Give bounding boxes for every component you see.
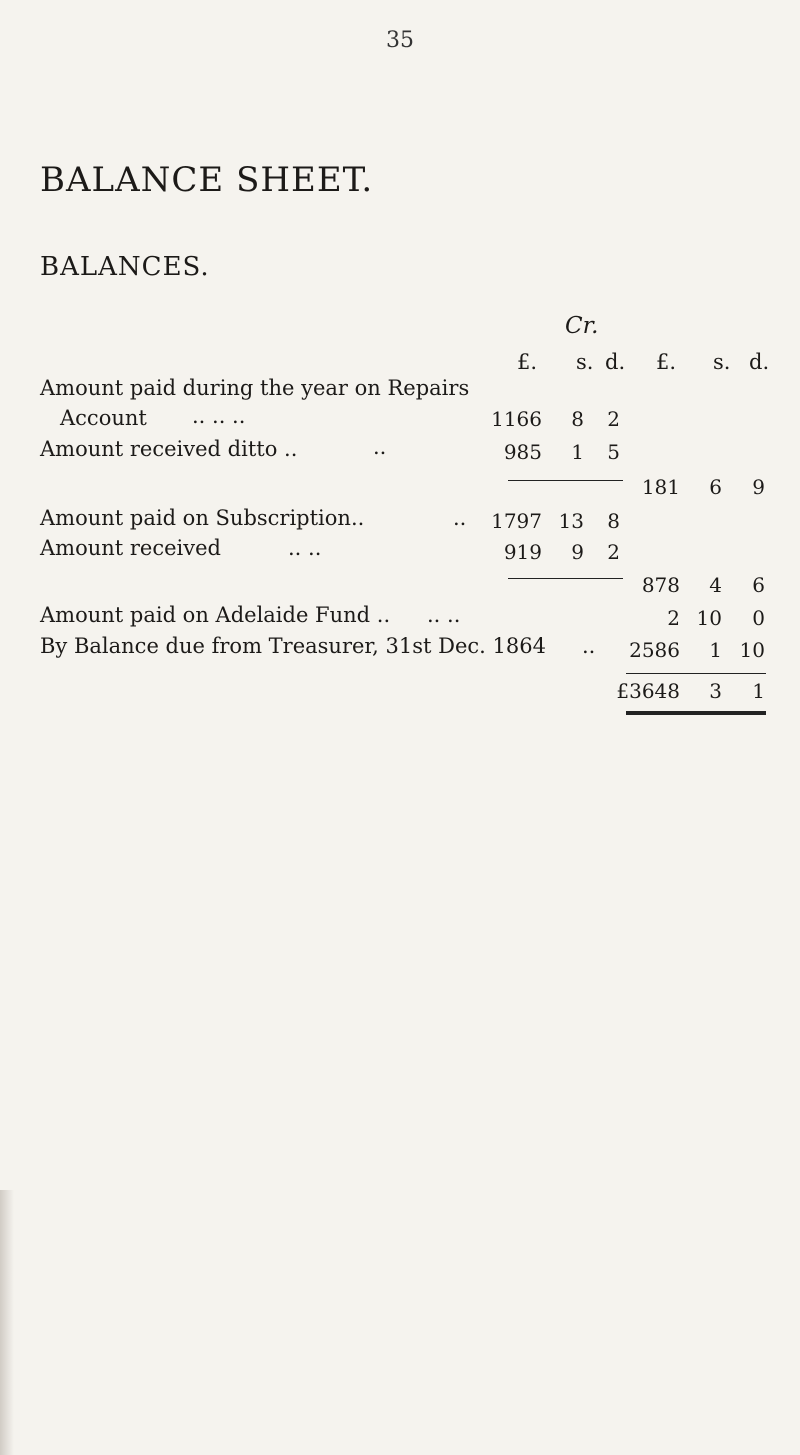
- page-edge-shadow: [0, 1190, 14, 1455]
- repairs-received-pounds: 985: [503, 440, 542, 464]
- repairs-paid-label: Amount paid during the year on Repairs: [40, 376, 470, 400]
- subscription-net-pence: 6: [752, 573, 765, 597]
- total-pence: 1: [752, 679, 765, 703]
- repairs-net-pence: 9: [752, 475, 765, 499]
- subscription-paid-pence: 8: [607, 509, 620, 533]
- balance-due-shillings: 1: [709, 638, 722, 662]
- repairs-paid-pounds: 1166: [491, 407, 542, 431]
- subscription-received-leader: .. ..: [288, 536, 322, 560]
- subscription-paid-pounds: 1797: [491, 509, 542, 533]
- repairs-net-shillings: 6: [709, 475, 722, 499]
- page-title: BALANCE SHEET.: [40, 160, 374, 200]
- repairs-received-pence: 5: [607, 440, 620, 464]
- balance-due-leader: ..: [582, 634, 596, 658]
- repairs-paid-shillings: 8: [571, 407, 584, 431]
- repairs-received-label: Amount received ditto ..: [40, 437, 298, 461]
- repairs-received-shillings: 1: [571, 440, 584, 464]
- subscription-net-shillings: 4: [709, 573, 722, 597]
- total-shillings: 3: [709, 679, 722, 703]
- subscription-received-pence: 2: [607, 540, 620, 564]
- repairs-paid-label-cont: Account: [60, 406, 147, 430]
- subtotal-rule: [508, 578, 623, 579]
- col2-pounds-header: £.: [656, 350, 677, 374]
- adelaide-fund-label: Amount paid on Adelaide Fund ..: [40, 603, 391, 627]
- subscription-net-pounds: 878: [641, 573, 680, 597]
- repairs-net-pounds: 181: [641, 475, 680, 499]
- total-double-rule: [626, 711, 766, 715]
- balance-due-pence: 10: [739, 638, 765, 662]
- col1-pence-header: d.: [605, 350, 626, 374]
- adelaide-fund-pounds: 2: [667, 606, 680, 630]
- subscription-received-pounds: 919: [503, 540, 542, 564]
- subscription-received-shillings: 9: [571, 540, 584, 564]
- subscription-paid-label: Amount paid on Subscription..: [40, 506, 365, 530]
- col1-shillings-header: s.: [576, 350, 594, 374]
- repairs-received-leader: ..: [373, 435, 387, 459]
- col2-pence-header: d.: [749, 350, 770, 374]
- subscription-paid-leader: ..: [453, 506, 467, 530]
- subscription-received-label: Amount received: [40, 536, 221, 560]
- total-pounds: £3648: [616, 679, 680, 703]
- adelaide-fund-pence: 0: [752, 606, 765, 630]
- subscription-paid-shillings: 13: [558, 509, 584, 533]
- page-number: 35: [386, 28, 414, 53]
- balance-due-pounds: 2586: [629, 638, 680, 662]
- adelaide-fund-shillings: 10: [696, 606, 722, 630]
- subtotal-rule: [508, 480, 623, 481]
- repairs-paid-leader: .. .. ..: [192, 404, 246, 428]
- col1-pounds-header: £.: [517, 350, 538, 374]
- credit-side-label: Cr.: [565, 313, 599, 339]
- col2-shillings-header: s.: [713, 350, 731, 374]
- adelaide-fund-leader: .. ..: [427, 603, 461, 627]
- repairs-paid-pence: 2: [607, 407, 620, 431]
- section-heading: BALANCES.: [40, 252, 210, 282]
- total-rule: [626, 673, 766, 674]
- balance-due-label: By Balance due from Treasurer, 31st Dec. 1864: [40, 634, 546, 658]
